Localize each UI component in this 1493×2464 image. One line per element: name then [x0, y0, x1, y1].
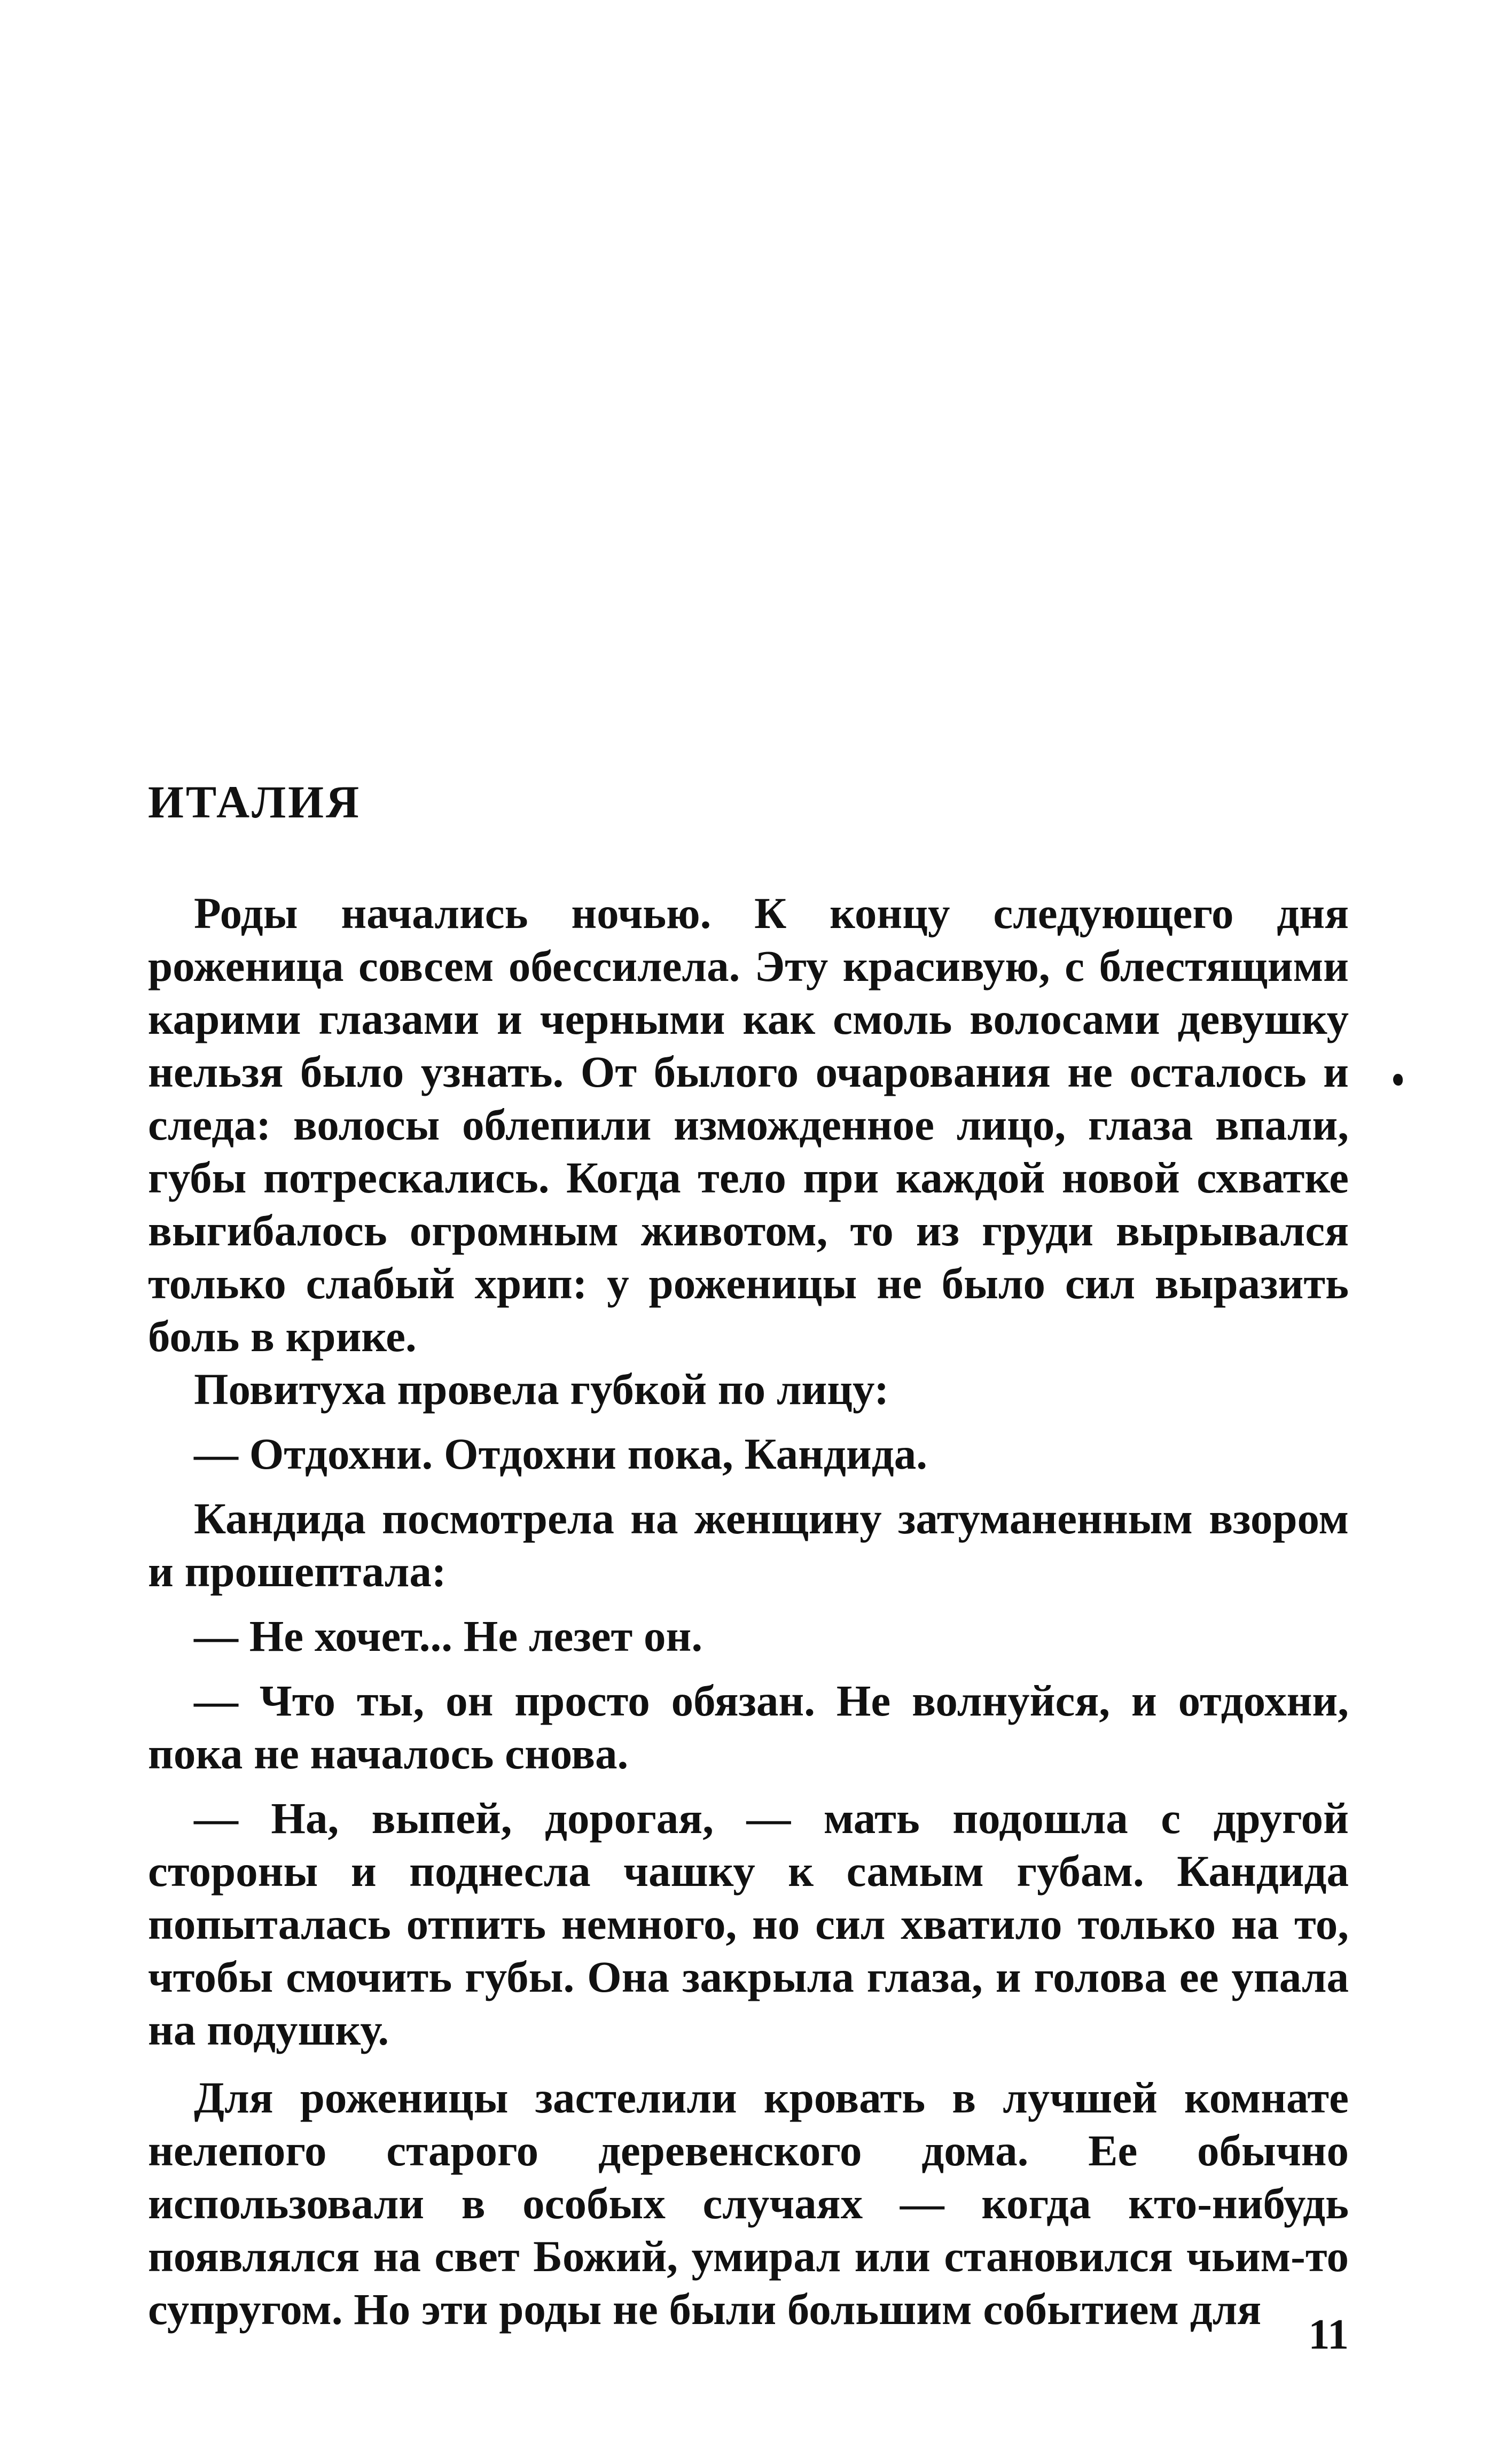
- paragraph-1: Роды начались ночью. К концу следующего дня роженица совсем обессилела. Эту красивую, с блестящими карими глазами и черными как смоль волосами девушку нельзя было узнать. От былого очарования не осталось и следа: волосы облепили изможденное лицо, глаза впали, губы потрескались. Когда тело при каждой новой схватке выгибалось огромным животом, то из груди вырывался только слабый хрип: у роженицы не было сил выразить боль в крике.: [148, 888, 1349, 1361]
- paragraph-7: — На, выпей, дорогая, — мать подошла с другой стороны и поднесла чашку к самым губам. Кандида попыталась отпить немного, но сил хватило только на то, чтобы смочить губы. Она закрыла глаза, и голова ее упала на подушку.: [148, 1794, 1349, 2054]
- body-text: [148, 887, 1349, 2336]
- paragraph-5: — Не хочет... Не лезет он.: [194, 1611, 703, 1660]
- paragraph-3: — Отдохни. Отдохни пока, Кандида.: [194, 1429, 927, 1478]
- paragraph-8: Для роженицы застелили кровать в лучшей комнате нелепого старого деревенского дома. Ее обычно использовали в особых случаях — когда кто-нибудь появлялся на свет Божий, умирал или становился чьим-то супругом. Но эти роды не были большим событием для: [148, 2073, 1349, 2334]
- ink-dot: [1393, 1074, 1403, 1086]
- page-number: 11: [1308, 2311, 1349, 2358]
- paragraph-6: — Что ты, он просто обязан. Не волнуйся, и отдохни, пока не началось снова.: [148, 1676, 1349, 1778]
- paragraph-2: Повитуха провела губкой по лицу:: [194, 1364, 889, 1414]
- chapter-heading: ИТАЛИЯ: [148, 776, 362, 828]
- paragraph-4: Кандида посмотрела на женщину затуманенным взором и прошептала:: [148, 1494, 1349, 1596]
